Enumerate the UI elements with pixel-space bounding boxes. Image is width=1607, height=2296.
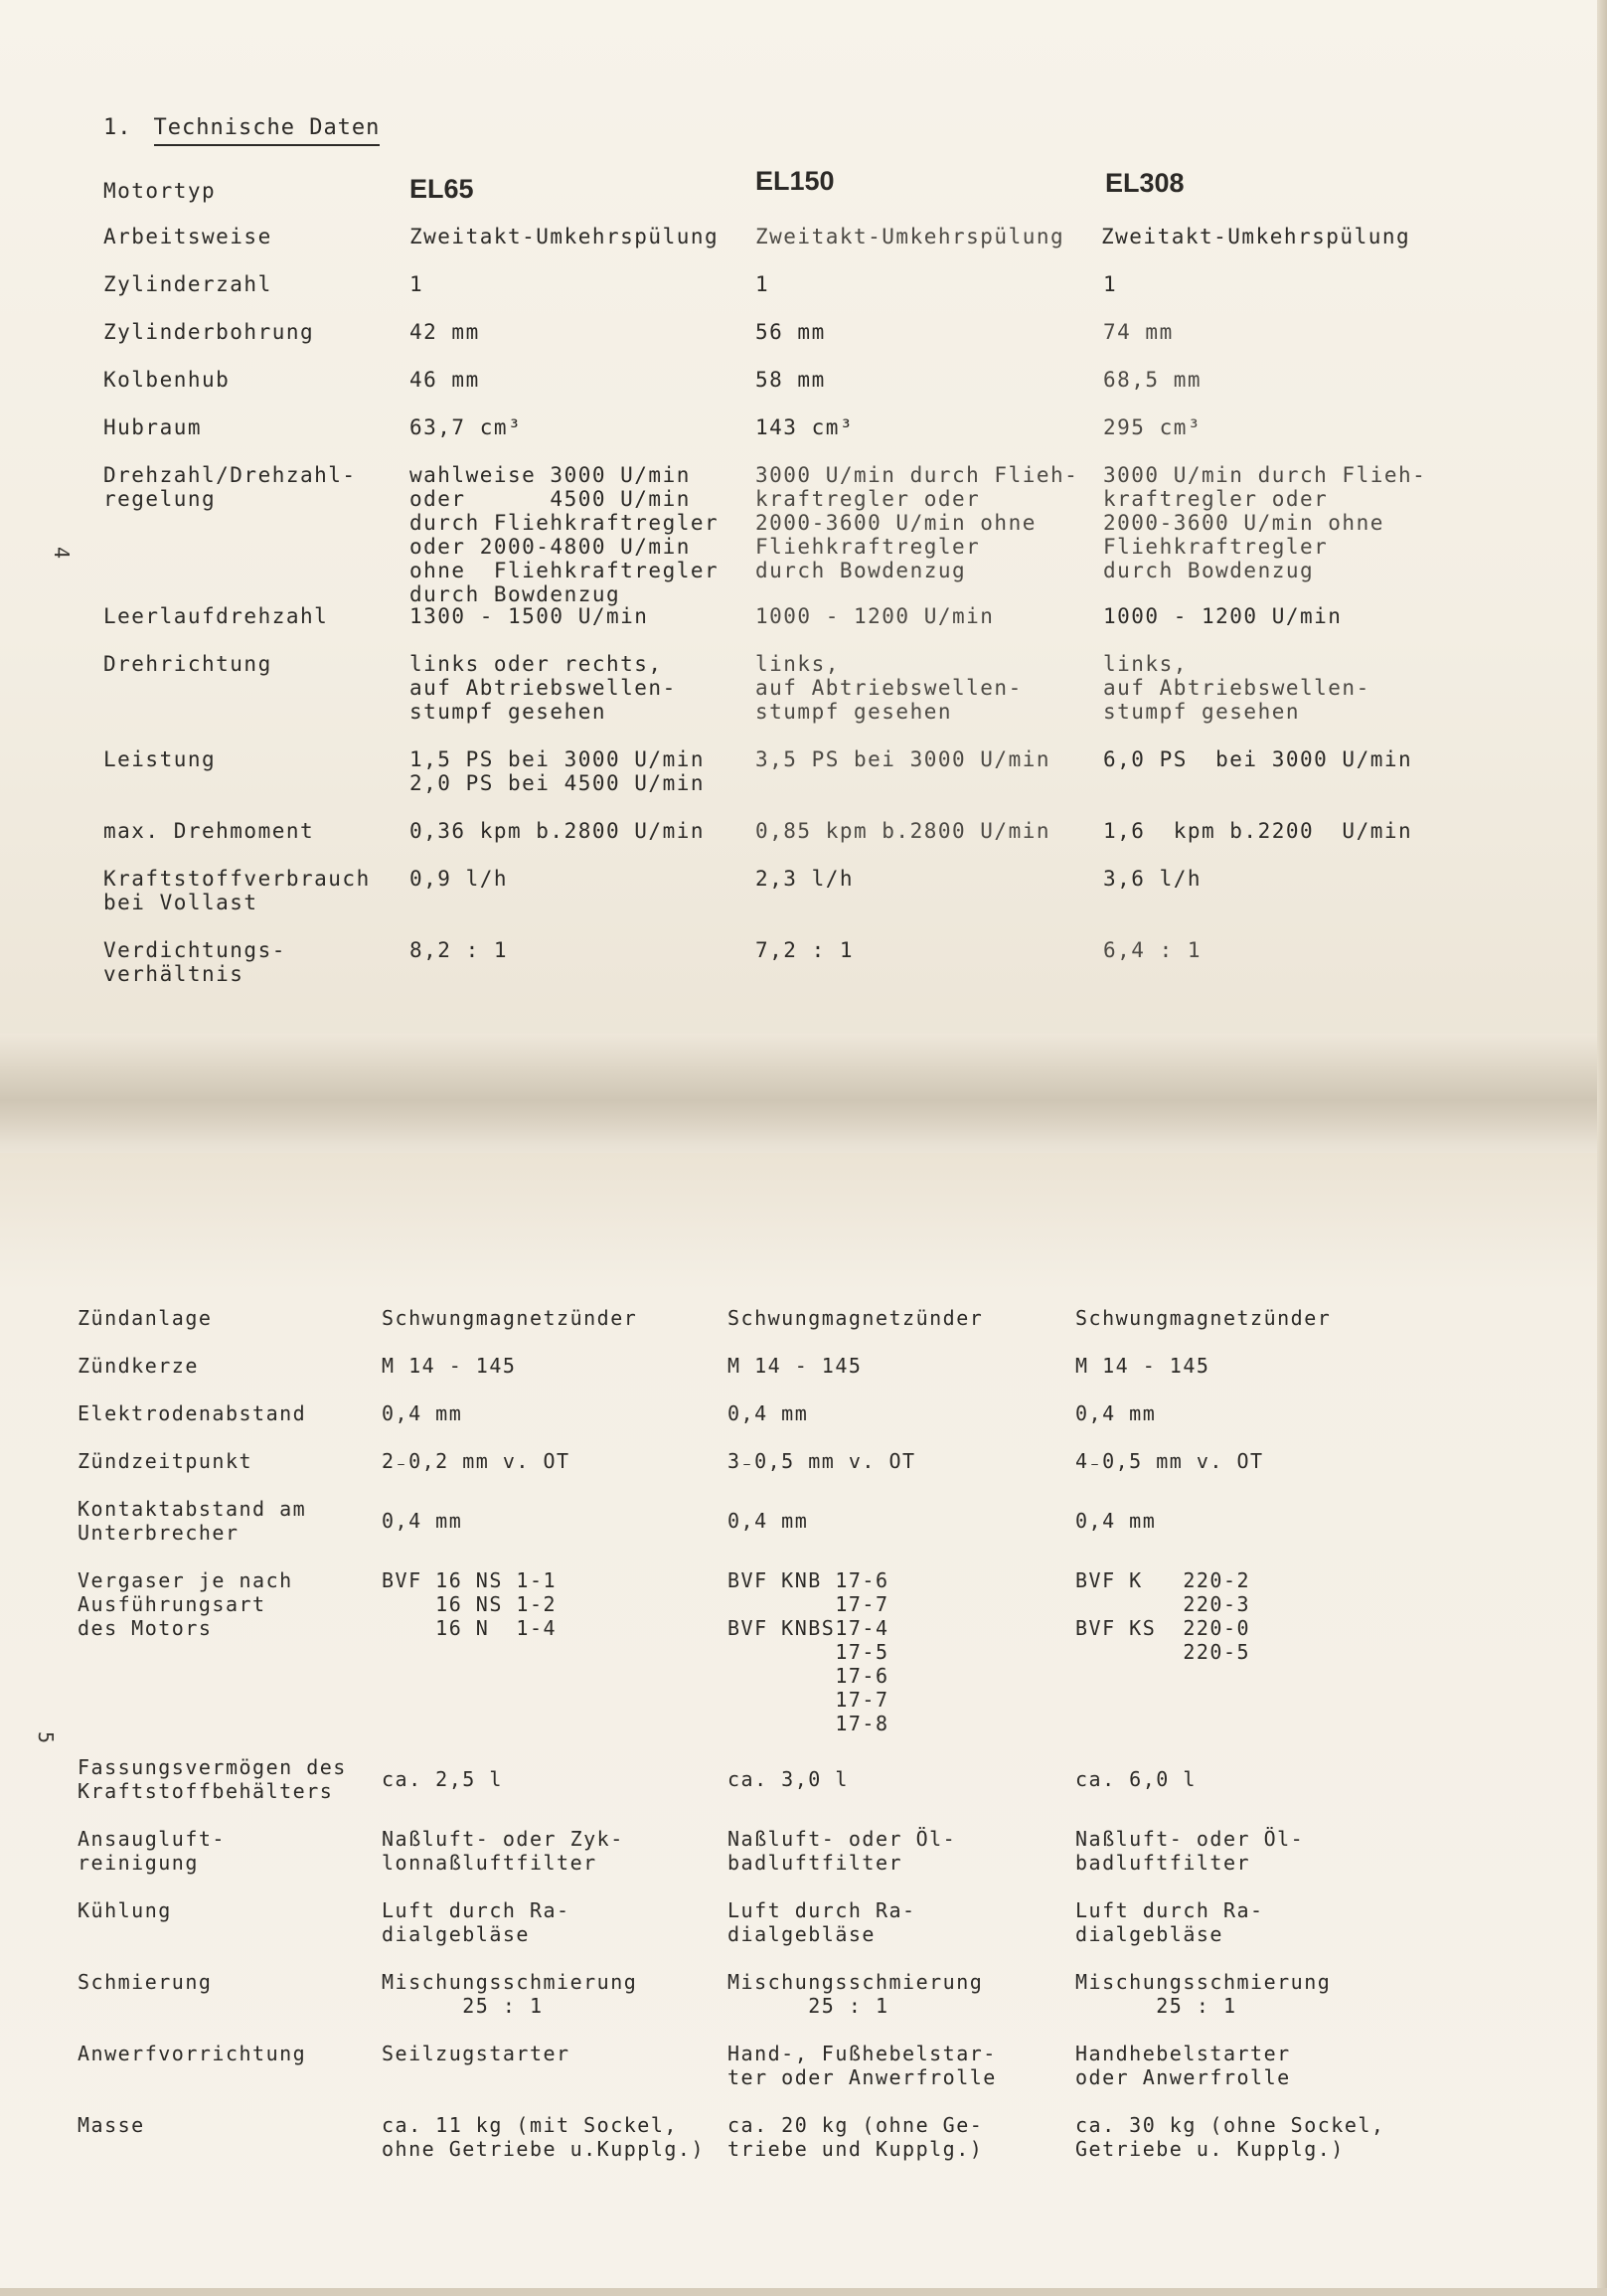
- row-label: Zylinderbohrung: [103, 320, 315, 344]
- value-el308: 6,0 PS bei 3000 U/min: [1103, 747, 1413, 771]
- value-el308: Mischungsschmierung 25 : 1: [1075, 1970, 1332, 2018]
- value-el150: 3000 U/min durch Flieh- kraftregler oder 2000-3600 U/min ohne Fliehkraftregler durch Bowdenzug: [755, 463, 1079, 582]
- value-el65: 1: [409, 272, 424, 296]
- page-number-upper: 4: [50, 546, 75, 560]
- value-el65: 8,2 : 1: [409, 938, 509, 962]
- row-label: Kolbenhub: [103, 368, 231, 392]
- value-el65: links oder rechts, auf Abtriebswellen- stumpf gesehen: [409, 652, 677, 724]
- value-el150: Hand-, Fußhebelstar- ter oder Anwerfrolle: [727, 2042, 997, 2089]
- value-el308: Zweitakt-Umkehrspülung: [1101, 225, 1411, 248]
- page-number-lower: 5: [34, 1730, 59, 1744]
- value-el150: 1000 - 1200 U/min: [755, 604, 995, 628]
- row-label: Leerlaufdrehzahl: [103, 604, 329, 628]
- value-el65: ca. 2,5 l: [382, 1767, 503, 1791]
- value-el150: 3,5 PS bei 3000 U/min: [755, 747, 1051, 771]
- section-number: 1.: [103, 115, 132, 140]
- page-edge-bottom: [0, 2288, 1607, 2296]
- value-el308: 1: [1103, 272, 1118, 296]
- row-label: Kühlung: [78, 1898, 172, 1922]
- value-el150: 0,85 kpm b.2800 U/min: [755, 819, 1051, 843]
- page-edge: [1597, 0, 1607, 2296]
- value-el65: 0,9 l/h: [409, 867, 509, 891]
- value-el65: Naßluft- oder Zyk- lonnaßluftfilter: [382, 1827, 624, 1875]
- value-el308: 68,5 mm: [1103, 368, 1203, 392]
- value-el150: 0,4 mm: [727, 1509, 809, 1533]
- value-el65: 1300 - 1500 U/min: [409, 604, 649, 628]
- value-el150: Luft durch Ra- dialgebläse: [727, 1898, 916, 1946]
- value-el308: 1,6 kpm b.2200 U/min: [1103, 819, 1413, 843]
- value-el65: ca. 11 kg (mit Sockel, ohne Getriebe u.Kupplg.): [382, 2113, 705, 2161]
- value-el65: 2₋0,2 mm v. OT: [382, 1449, 570, 1473]
- value-el150: 56 mm: [755, 320, 826, 344]
- value-el65: 1,5 PS bei 3000 U/min 2,0 PS bei 4500 U/min: [409, 747, 706, 795]
- row-label: Motortyp: [103, 179, 217, 203]
- value-el308: 1000 - 1200 U/min: [1103, 604, 1343, 628]
- value-el308: 0,4 mm: [1075, 1401, 1157, 1425]
- value-el308: M 14 - 145: [1075, 1354, 1210, 1378]
- row-label: Arbeitsweise: [103, 225, 272, 248]
- row-label: Hubraum: [103, 415, 203, 439]
- row-label: Kontaktabstand am Unterbrecher: [78, 1497, 307, 1545]
- value-el65: 63,7 cm³: [409, 415, 523, 439]
- value-el150: Schwungmagnetzünder: [727, 1306, 984, 1330]
- value-el65: Seilzugstarter: [382, 2042, 570, 2065]
- value-el65: Schwungmagnetzünder: [382, 1306, 638, 1330]
- motor-type-el150: EL150: [755, 166, 835, 196]
- value-el65: Luft durch Ra- dialgebläse: [382, 1898, 570, 1946]
- value-el150: Naßluft- oder Öl- badluftfilter: [727, 1827, 957, 1875]
- value-el65: BVF 16 NS 1-1 16 NS 1-2 16 N 1-4: [382, 1568, 558, 1640]
- value-el150: BVF KNB 17-6 17-7 BVF KNBS17-4 17-5 17-6 17-7 17-8: [727, 1568, 889, 1735]
- row-label: Verdichtungs- verhältnis: [103, 938, 286, 986]
- page-fold: [0, 1034, 1607, 1173]
- value-el308: Luft durch Ra- dialgebläse: [1075, 1898, 1264, 1946]
- value-el65: 0,36 kpm b.2800 U/min: [409, 819, 706, 843]
- value-el150: 143 cm³: [755, 415, 855, 439]
- motor-type-el65: EL65: [409, 174, 474, 204]
- row-label: Anwerfvorrichtung: [78, 2042, 307, 2065]
- value-el65: 42 mm: [409, 320, 480, 344]
- value-el308: ca. 30 kg (ohne Sockel, Getriebe u. Kupplg.): [1075, 2113, 1385, 2161]
- row-label: Fassungsvermögen des Kraftstoffbehälters: [78, 1755, 347, 1803]
- row-label: Vergaser je nach Ausführungsart des Motors: [78, 1568, 293, 1640]
- value-el150: 1: [755, 272, 770, 296]
- value-el65: M 14 - 145: [382, 1354, 517, 1378]
- value-el150: links, auf Abtriebswellen- stumpf gesehen: [755, 652, 1023, 724]
- value-el308: ca. 6,0 l: [1075, 1767, 1197, 1791]
- row-label: Zylinderzahl: [103, 272, 272, 296]
- value-el150: Mischungsschmierung 25 : 1: [727, 1970, 984, 2018]
- row-label: Drehzahl/Drehzahl- regelung: [103, 463, 357, 511]
- section-heading: [103, 115, 380, 140]
- value-el308: 74 mm: [1103, 320, 1174, 344]
- value-el308: Naßluft- oder Öl- badluftfilter: [1075, 1827, 1305, 1875]
- row-label: max. Drehmoment: [103, 819, 315, 843]
- value-el308: 3000 U/min durch Flieh- kraftregler oder 2000-3600 U/min ohne Fliehkraftregler durch Bowdenzug: [1103, 463, 1427, 582]
- row-label: Ansaugluft- reinigung: [78, 1827, 226, 1875]
- value-el65: wahlweise 3000 U/min oder 4500 U/min durch Fliehkraftregler oder 2000-4800 U/min ohne Fliehkraftregler durch Bowdenzug: [409, 463, 720, 606]
- value-el65: 0,4 mm: [382, 1509, 463, 1533]
- value-el150: 58 mm: [755, 368, 826, 392]
- row-label: Schmierung: [78, 1970, 213, 1994]
- value-el150: 3₋0,5 mm v. OT: [727, 1449, 916, 1473]
- value-el150: 7,2 : 1: [755, 938, 855, 962]
- value-el308: 6,4 : 1: [1103, 938, 1203, 962]
- value-el65: Zweitakt-Umkehrspülung: [409, 225, 720, 248]
- value-el308: 4₋0,5 mm v. OT: [1075, 1449, 1264, 1473]
- row-label: Leistung: [103, 747, 217, 771]
- value-el150: 0,4 mm: [727, 1401, 809, 1425]
- value-el65: Mischungsschmierung 25 : 1: [382, 1970, 638, 2018]
- row-label: Masse: [78, 2113, 145, 2137]
- value-el65: 0,4 mm: [382, 1401, 463, 1425]
- value-el308: 0,4 mm: [1075, 1509, 1157, 1533]
- row-label: Zündanlage: [78, 1306, 213, 1330]
- row-label: Zündkerze: [78, 1354, 199, 1378]
- value-el150: M 14 - 145: [727, 1354, 863, 1378]
- value-el150: Zweitakt-Umkehrspülung: [755, 225, 1065, 248]
- row-label: Drehrichtung: [103, 652, 272, 676]
- motor-type-el308: EL308: [1105, 168, 1185, 198]
- row-label: Elektrodenabstand: [78, 1401, 307, 1425]
- value-el308: links, auf Abtriebswellen- stumpf gesehen: [1103, 652, 1370, 724]
- value-el308: Schwungmagnetzünder: [1075, 1306, 1332, 1330]
- value-el150: 2,3 l/h: [755, 867, 855, 891]
- row-label: Zündzeitpunkt: [78, 1449, 253, 1473]
- value-el308: 295 cm³: [1103, 415, 1203, 439]
- section-title: Technische Daten: [154, 115, 381, 146]
- value-el150: ca. 3,0 l: [727, 1767, 849, 1791]
- value-el308: BVF K 220-2 220-3 BVF KS 220-0 220-5: [1075, 1568, 1251, 1664]
- value-el65: 46 mm: [409, 368, 480, 392]
- row-label: Kraftstoffverbrauch bei Vollast: [103, 867, 371, 914]
- value-el308: 3,6 l/h: [1103, 867, 1203, 891]
- value-el308: Handhebelstarter oder Anwerfrolle: [1075, 2042, 1291, 2089]
- value-el150: ca. 20 kg (ohne Ge- triebe und Kupplg.): [727, 2113, 984, 2161]
